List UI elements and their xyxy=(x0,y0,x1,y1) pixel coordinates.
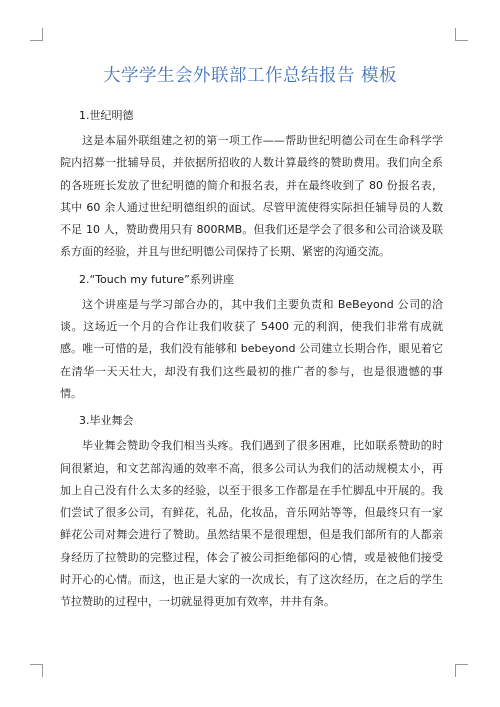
section-heading-2: 2.“Touch my future”系列讲座 xyxy=(79,272,234,286)
crop-mark-bottom-left xyxy=(30,664,43,677)
section-paragraph-1: 这是本届外联组建之初的第一项工作——帮助世纪明德公司在生命科学学院内招募一批辅导员，并依据所招收的人数计算最终的赞助费用。我们向全系的各班班长发放了世纪明德的简介和报名表，并在最终收到了 80 份报名表，其中 60 余人通过世纪明德组织的面试。尽管甲流使得实际担任辅导员的人数不足 10 人，赞助费用只有 800RMB。但我们还是学会了很多和公司洽谈及联系方面的经验，并且与世纪明德公司保持了长期、紧密的沟通交流。 xyxy=(60,134,443,259)
section-heading-3: 3.毕业舞会 xyxy=(79,414,134,428)
crop-mark-top-right xyxy=(455,28,468,41)
section-paragraph-2: 这个讲座是与学习部合办的，其中我们主要负责和 BeBeyond 公司的洽谈。这场近一个月的合作让我们收获了 5400 元的利润，使我们非常有成就感。唯一可惜的是，我们没有能够和 bebeyond 公司建立长期合作，眼见着它在清华一天天壮大，却没有我们这些最初的推广者的参与，也是很遗憾的事情。 xyxy=(60,297,443,400)
document-title: 大学学生会外联部工作总结报告 模板 xyxy=(102,66,398,86)
section-heading-1: 1.世纪明德 xyxy=(79,109,134,122)
document-body xyxy=(60,100,443,618)
section-paragraph-3: 毕业舞会赞助令我们相当头疼。我们遇到了很多困难，比如联系赞助的时间很紧迫，和文艺部沟通的效率不高，很多公司认为我们的活动规模太小，再加上自己没有什么太多的经验，以至于很多工作都是在手忙脚乱中开展的。我们尝试了很多公司，有鲜花，礼品，化妆品，音乐网站等等，但最终只有一家鲜花公司对舞会进行了赞助。虽然结果不是很理想，但是我们部所有的人都亲身经历了拉赞助的完整过程，体会了被公司拒绝郁闷的心情，或是被他们接受时开心的心情。而这，也正是大家的一次成长，有了这次经历，在之后的学生节拉赞助的过程中，一切就显得更加有效率，井井有条。 xyxy=(60,439,443,609)
crop-mark-bottom-right xyxy=(455,664,468,677)
crop-mark-top-left xyxy=(30,28,43,41)
